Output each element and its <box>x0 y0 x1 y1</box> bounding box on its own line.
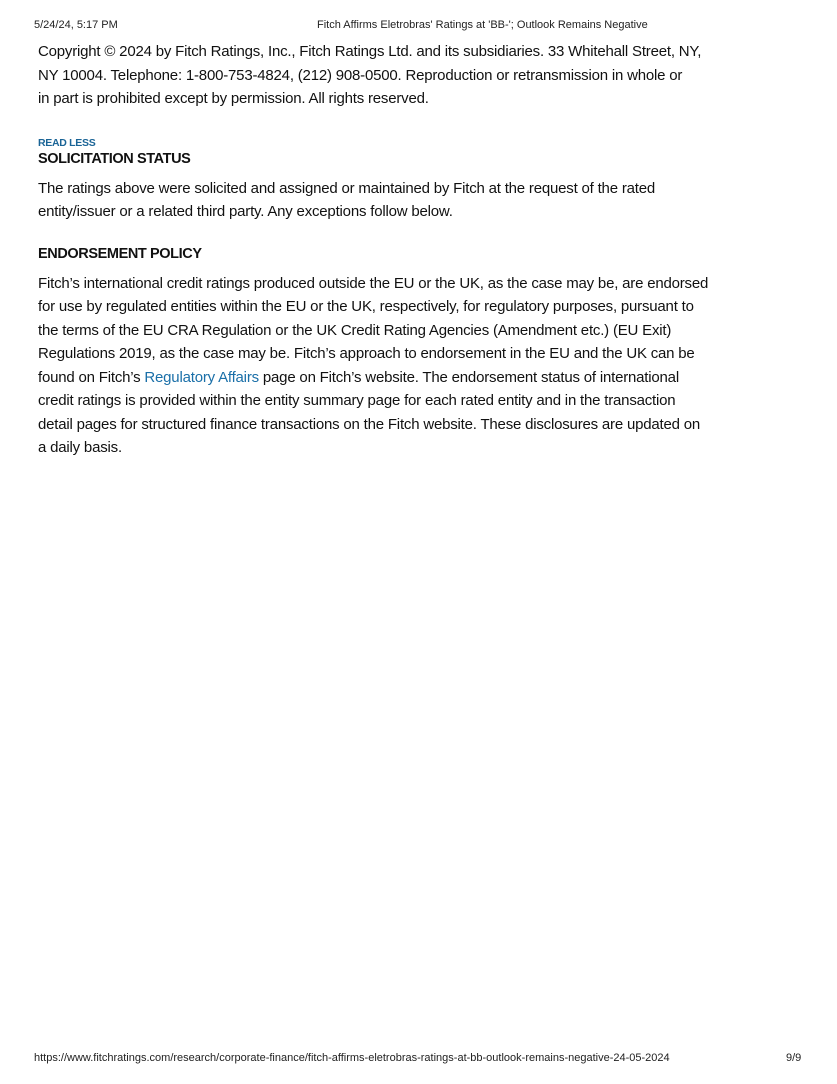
read-less-link[interactable]: READ LESS <box>38 136 96 149</box>
print-datetime: 5/24/24, 5:17 PM <box>34 19 118 31</box>
text-segment: page on Fitch’s website. The endorsement status of international <box>258 368 679 386</box>
article-content <box>38 40 718 460</box>
endorsement-policy-heading: ENDORSEMENT POLICY <box>38 245 202 262</box>
text-line: The ratings above were solicited and assigned or maintained by Fitch at the request of the rated <box>38 179 656 197</box>
text-line: NY 10004. Telephone: 1-800-753-4824, (212) 908-0500. Reproduction or retransmission in whole or <box>38 66 683 84</box>
print-url: https://www.fitchratings.com/research/corporate-finance/fitch-affirms-eletrobras-ratings-at-bb-outlook-remains-negative-24-05-2024 <box>34 1052 670 1064</box>
text-line: Copyright © 2024 by Fitch Ratings, Inc., Fitch Ratings Ltd. and its subsidiaries. 33 Whitehall Street, NY, <box>38 43 702 60</box>
text-line: Regulations 2019, as the case may be. Fitch’s approach to endorsement in the EU and the UK can be <box>38 345 695 362</box>
solicitation-status-text <box>38 177 718 224</box>
text-line: a daily basis. <box>38 439 122 456</box>
endorsement-policy-text <box>38 272 718 460</box>
text-line: for use by regulated entities within the EU or the UK, respectively, for regulatory purposes, pursuant to <box>38 298 694 315</box>
regulatory-affairs-link[interactable]: Regulatory Affairs <box>144 368 259 386</box>
text-line: detail pages for structured finance transactions on the Fitch website. These disclosures are updated on <box>38 415 701 433</box>
text-line: entity/issuer or a related third party. Any exceptions follow below. <box>38 203 453 220</box>
text-segment: found on Fitch’s <box>38 368 145 386</box>
print-title: Fitch Affirms Eletrobras' Ratings at 'BB-'; Outlook Remains Negative <box>317 19 648 31</box>
text-line: Fitch’s international credit ratings produced outside the EU or the UK, as the case may be, are endorsed <box>38 274 709 292</box>
text-line: credit ratings is provided within the entity summary page for each rated entity and in the transaction <box>38 392 676 409</box>
copyright-notice <box>38 40 718 111</box>
text-line: in part is prohibited except by permission. All rights reserved. <box>38 90 429 107</box>
solicitation-status-heading: SOLICITATION STATUS <box>38 150 191 167</box>
text-line <box>38 366 718 390</box>
text-line: the terms of the EU CRA Regulation or the UK Credit Rating Agencies (Amendment etc.) (EU Exit) <box>38 321 672 339</box>
page-number: 9/9 <box>786 1052 802 1064</box>
